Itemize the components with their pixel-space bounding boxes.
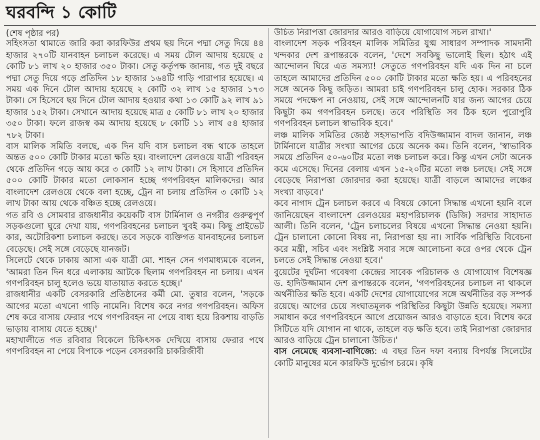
headline-rule <box>4 25 536 26</box>
subhead-text: : এ বছর তিন দফা বন্যায় বিপর্যস্ত সিলেটের কোটি মানুষের মনে কারফিউ দুর্ভোগ চরমে। কৃষি <box>274 347 532 369</box>
paragraph: মহাখালীতে গত রবিবার বিকেলে চিকিৎসক দেখিয়ে বাসায় ফেরার পথে গণপরিবহন না পেয়ে বিপাকে পড়েন বেসরকারি চাকরিজীবী <box>6 335 264 358</box>
paragraph: বাস মালিক সমিতি বলছে, এক দিন যদি বাস চলাচল বন্ধ থাকে তাহলে অন্তত ৫০০ কোটি টাকার মতো ক্ষতি হয়। বাংলাদেশ রেলওয়ে যাত্রী পরিবহন থেকে প্রতিদিন গড়ে আয় করে ৩ কোটি ১২ লাখ টাকা। সে হিসাবে প্রতিদিন ৫০০ কোটি টাকার মতো লোকসান হচ্ছে গণপরিবহন মালিকদের। আর বাংলাদেশ রেলওয়ে থেকে বলা হচ্ছে, ট্রেন না চলায় প্রতিদিন ৩ কোটি ১২ লাখ টাকা আয় থেকে বঞ্চিত হচ্ছে রেলওয়ে। <box>6 142 264 210</box>
paragraph: সিলেটে থেকে ঢাকায় আসা এক যাত্রী মো. শাহন সেন গণমাধ্যমকে বলেন, 'আমরা তিন দিন ধরে এলাকায় আটকে ছিলাম গণপরিবহন না চলায়। এখন গণপরিবহন চালু হলেও ভয়ে যাতায়াত করতে হচ্ছে।' <box>6 256 264 289</box>
continued-note: (শেষ পৃষ্ঠার পর) <box>6 28 60 38</box>
paragraph: কবে নাগাদ ট্রেন চলাচল করবে এ বিষয়ে কোনো সিদ্ধান্ত এখনো হয়নি বলে জানিয়েছেন বাংলাদেশ রেলওয়ের মহাপরিচালক (ডিজি) সরদার সাহাদাত আলী। তিনি বলেন, 'ট্রেন চলাচলের বিষয়ে এখনো সিদ্ধান্ত নেওয়া হয়নি। ট্রেন চালানো কোনো বিষয় না, নিরাপত্তা হয় না। সার্বিক পরিস্থিতি বিবেচনা করে মন্ত্রী, সচিব এবং সংশ্লিষ্ট সবার সঙ্গে আলোচনা করে ওপর থেকে ট্রেন চলতে সেই সিদ্ধান্ত নেওয়া হবে।' <box>274 199 532 267</box>
right-column <box>274 28 532 440</box>
subhead-paragraph <box>274 347 532 370</box>
article-headline: ঘরবন্দি ১ কোটি <box>6 3 117 23</box>
paragraph: রাজধানীর একটি বেসরকারি প্রতিষ্ঠানের কর্মী মো. তুষার বলেন, 'সড়কে আগের মতো এখনো গাড়ি নামেনি। বিশেষ করে নগর গণপরিবহন। অফিস শেষ করে বাসায় ফেরার পথে গণপরিবহন না পেয়ে বাধ্য হয়ে রিকশায় বাড়তি ভাড়ায় বাসায় যেতে হচ্ছে।' <box>6 290 264 335</box>
paragraph: বাংলাদেশ সড়ক পরিবহন মালিক সমিতির যুগ্ম সাধারণ সম্পাদক সামদানী খন্দকার দেশ রূপান্তরকে বলেন, 'দেশে সবকিছু ভালোই ছিল। হঠাৎ এই আন্দোলন ঘিরে এত সমস্যা! সেতুতে গণপরিবহন যদি এক দিন না চলে তাহলে আমাদের প্রতিদিন ৫০০ কোটি টাকার মতো ক্ষতি হয়। এ পরিবহনের সঙ্গে অনেক কিছু জড়িত। আমরা চাই গণপরিবহন চালু হোক। সরকার ঠিক সময়ে পদক্ষেপ না নেওয়ায়, সেই সঙ্গে আন্দোলনটি যার জন্য আগের চেয়ে কিছুটা কম গণপরিবহন চলছে। তবে পরিস্থিতি সব ঠিক হলে পুরোপুরি গণপরিবহন চলাচল স্বাভাবিক হবে।' <box>274 39 532 130</box>
paragraph: উচিত নিরাপত্তা জোরদার আরও বাড়িয়ে যোগাযোগ সচল রাখা।' <box>274 28 492 38</box>
paragraph: লঞ্চ মালিক সমিতির জ্যেষ্ঠ সহসভাপতি বদিউজ্জামান বাদল জানান, লঞ্চ টার্মিনালে যাত্রীর সংখ্যা আগের চেয়ে অনেক কম। তিনি বলেন, 'স্বাভাবিক সময়ে প্রতিদিন ৫০-৬০টির মতো লঞ্চ চলাচল করে। কিন্তু এখন সেটা অনেক কমে এসেছে। দিনের বেলায় এখন ১৫-২০টির মতো লঞ্চ চলছে। সেই সঙ্গে বেড়েছে নিরাপত্তা জোরদার করা হয়েছে। যাত্রী বাড়লে আমাদের লঞ্চের সংখ্যা বাড়বে।' <box>274 130 532 198</box>
paragraph: সহিংসতা থামাতে জারি করা কারফিউর প্রথম ছয় দিনে পদ্মা সেতু দিয়ে ৪৪ হাজার ২৭০টি যানবাহন চলাচল করেছে। এ সময় টোল আদায় হয়েছে ৫ কোটি ৮১ লাখ ২০ হাজার ৩৫০ টাকা। সেতু কর্তৃপক্ষ জানায়, গত দুই বছরে পদ্মা সেতু দিয়ে গড়ে প্রতিদিন ১৮ হাজার ১৬৪টি গাড়ি পারাপার হয়েছে। এ সময় এক দিনে টোল আদায় হয়েছে ২ কোটি ৩২ লাখ ১৫ হাজার ১৭৩ টাকা। সে হিসেবে ছয় দিনে টোল আদায় হওয়ার কথা ১৩ কোটি ৯২ লাখ ৯১ হাজার ১৫২ টাকা। সেখানে আদায় হয়েছে মাত্র ৫ কোটি ৮১ লাখ ২০ হাজার ৩৫০ টাকা। ফলে রাজস্ব কম আদায় হয়েছে ৮ কোটি ১১ লাখ ৫৪ হাজার ৭৮২ টাকা। <box>6 39 264 141</box>
paragraph: গত রবি ও সোমবার রাজধানীর কয়েকটি বাস টার্মিনাল ও নগরীর গুরুত্বপূর্ণ সড়কগুলো ঘুরে দেখা যায়, গণপরিবহনের চলাচল খুবই কম। কিছু প্রাইভেট কার, অটোরিকশা চলাচল করছে। তবে সড়কে ব্যক্তিগত যানবাহনের চলাচল বেড়েছে। সেই সঙ্গে বেড়েছে যানজট। <box>6 210 264 255</box>
column-divider <box>268 28 269 438</box>
section-subhead: বাস নেমেছে ব্যবসা-বাণিজ্যে <box>274 347 375 358</box>
paragraph: বুয়েটের দুর্ঘটনা গবেষণা কেন্দ্রের সাবেক পরিচালক ও যোগাযোগ বিশেষজ্ঞ ড. হাদিউজ্জামান দেশ রূপান্তরকে বলেন, 'গণপরিবহনের চলাচল না থাকলে অর্থনীতির ক্ষতি হবে। একটি দেশের যোগাযোগের সঙ্গে অর্থনীতির বড় সম্পর্ক রয়েছে। আগের চেয়ে সংঘাতমূলক পরিস্থিতির কিছুটা উন্নতি হয়েছে। সমস্যা সমাধান করে গণপরিবহনে আগে প্রয়োজন আরও বাড়াতে হবে। বিশেষ করে সিটিতে যদি যোগান না থাকে, তাহলে বড় ক্ষতি হবে। তাই নিরাপত্তা জোরদার আরও বাড়িয়ে ট্রেন চালানো উচিত।' <box>274 267 532 346</box>
left-column <box>6 28 264 440</box>
